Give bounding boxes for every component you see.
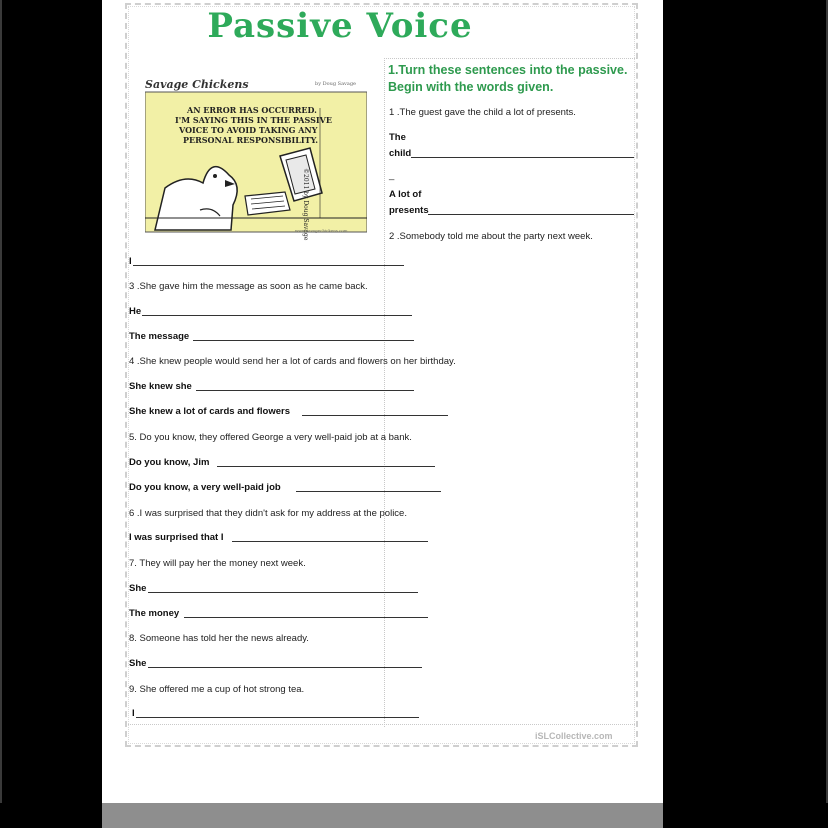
footer-watermark: iSLCollective.com: [535, 731, 613, 741]
exercise-9-prompt: 9. She offered me a cup of hot strong tea.: [129, 684, 305, 695]
exercise-6-answer-line[interactable]: [232, 541, 428, 542]
exercise-5-start-2: Do you know, a very well-paid job: [129, 482, 281, 493]
exercise-1-start-1-word-2: child: [389, 148, 412, 159]
exercise-3-start-1: He: [129, 306, 142, 317]
exercise-7-answer-line-1[interactable]: [148, 592, 418, 593]
exercise-3-answer-line-1[interactable]: [142, 315, 412, 316]
exercise-5-prompt: 5. Do you know, they offered George a very well-paid job at a bank.: [129, 432, 412, 443]
cartoon-copyright: ©2011 by Doug Savage: [302, 168, 309, 241]
cartoon-speech-line-2: I'M SAYING THIS IN THE PASSIVE: [175, 115, 332, 125]
exercise-8-answer-line[interactable]: [148, 667, 422, 668]
exercise-4-prompt: 4 .She knew people would send her a lot of cards and flowers on her birthday.: [129, 356, 456, 367]
exercise-2-answer-line[interactable]: [133, 265, 404, 266]
exercise-7-start-2: The money: [129, 608, 180, 619]
cartoon-speech-line-4: PERSONAL RESPONSIBILITY.: [183, 135, 319, 145]
exercise-4-start-1: She knew she: [129, 381, 192, 392]
cartoon-speech-line-3: VOICE TO AVOID TAKING ANY: [179, 125, 318, 135]
exercise-6-prompt: 6 .I was surprised that they didn't ask for my address at the police.: [129, 508, 407, 519]
exercise-8-prompt: 8. Someone has told her the news already.: [129, 633, 309, 644]
cartoon-drawing: [145, 78, 367, 236]
instruction-text: 1.Turn these sentences into the passive. Begin with the words given.: [388, 63, 628, 94]
exercise-1-answer-line-1[interactable]: [411, 157, 634, 158]
exercise-3-answer-line-2[interactable]: [193, 340, 414, 341]
exercise-5-answer-line-1[interactable]: [217, 466, 435, 467]
exercise-4-start-2: She knew a lot of cards and flowers: [129, 406, 291, 417]
exercise-5-answer-line-2[interactable]: [296, 491, 441, 492]
instruction-box: [384, 58, 637, 727]
exercise-2-prompt: 2 .Somebody told me about the party next week.: [389, 231, 593, 242]
page-title: Passive Voice: [207, 6, 473, 46]
cartoon-image: [145, 78, 367, 241]
exercise-8-start: She: [129, 658, 147, 669]
exercise-1-answer-line-2[interactable]: [428, 214, 634, 215]
bottom-divider: [128, 724, 635, 725]
exercise-3-prompt: 3 .She gave him the message as soon as he came back.: [129, 281, 368, 292]
exercise-9-answer-line[interactable]: [136, 717, 419, 718]
exercise-5-start-1: Do you know, Jim: [129, 457, 210, 468]
exercise-4-answer-line-2[interactable]: [302, 415, 448, 416]
exercise-9-start: I: [132, 708, 135, 719]
exercise-7-answer-line-2[interactable]: [184, 617, 428, 618]
cartoon-website: www.savagechickens.com: [295, 228, 348, 233]
exercise-1-start-2-line-2: presents: [389, 205, 429, 216]
cartoon-speech-line-1: AN ERROR HAS OCCURRED.: [187, 105, 317, 115]
exercise-7-start-1: She: [129, 583, 147, 594]
exercise-6-start: I was surprised that I: [129, 532, 224, 543]
exercise-2-start: I: [129, 256, 132, 267]
exercise-1-start-1-word-1: The: [389, 132, 406, 143]
exercise-4-answer-line-1[interactable]: [196, 390, 414, 391]
exercise-7-prompt: 7. They will pay her the money next week.: [129, 558, 306, 569]
window-left-edge: [0, 0, 2, 803]
bottom-scroll-bar[interactable]: [102, 803, 663, 828]
cartoon-byline: by Doug Savage: [315, 81, 357, 87]
exercise-1-dash: _: [389, 170, 395, 181]
cartoon-series-title: Savage Chickens: [145, 78, 249, 91]
exercise-1-prompt: 1 .The guest gave the child a lot of presents.: [389, 107, 576, 118]
exercise-1-start-2-line-1: A lot of: [389, 189, 422, 200]
exercise-3-start-2: The message: [129, 331, 190, 342]
